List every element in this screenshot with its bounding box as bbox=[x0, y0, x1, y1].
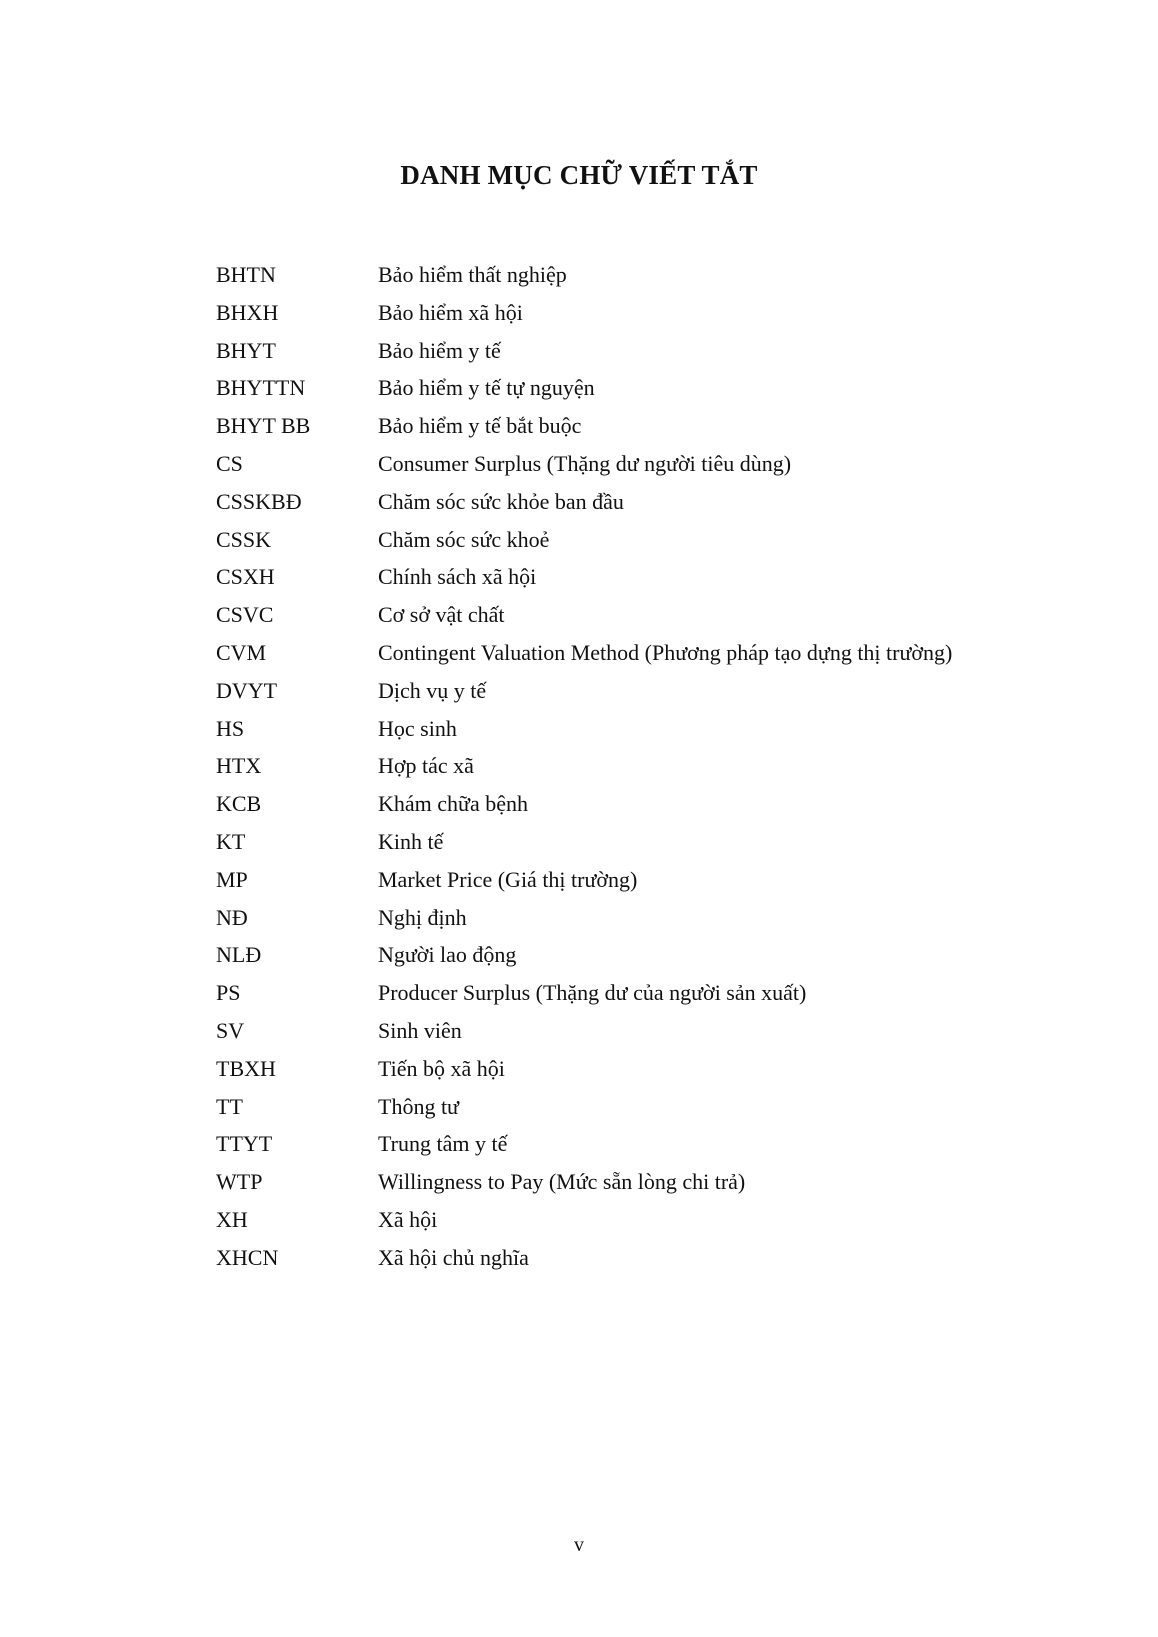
abbreviation-definition: Chăm sóc sức khỏe ban đầu bbox=[378, 488, 624, 514]
abbreviation-term: WTP bbox=[216, 1169, 263, 1195]
abbreviation-definition: Dịch vụ y tế bbox=[378, 677, 487, 703]
abbreviation-term: NĐ bbox=[216, 904, 248, 930]
abbreviation-definition: Bảo hiểm y tế tự nguyện bbox=[378, 375, 595, 401]
list-item bbox=[216, 1094, 952, 1132]
list-item bbox=[216, 262, 952, 300]
list-item bbox=[216, 300, 952, 338]
abbreviation-definition: Người lao động bbox=[378, 942, 517, 968]
abbreviation-definition: Kinh tế bbox=[378, 828, 444, 854]
page-title: DANH MỤC CHỮ VIẾT TẮT bbox=[400, 160, 758, 190]
abbreviation-term: TT bbox=[216, 1093, 243, 1119]
abbreviation-term: BHTN bbox=[216, 262, 276, 287]
abbreviation-term: CSSKBĐ bbox=[216, 488, 302, 514]
list-item bbox=[216, 905, 952, 943]
abbreviation-term: CSVC bbox=[216, 602, 274, 628]
abbreviation-term: BHYTTN bbox=[216, 375, 306, 401]
list-item bbox=[216, 1056, 952, 1094]
abbreviation-definition: Khám chữa bệnh bbox=[378, 791, 528, 817]
list-item bbox=[216, 678, 952, 716]
abbreviation-definition: Thông tư bbox=[378, 1093, 459, 1119]
abbreviation-list bbox=[216, 262, 952, 1283]
page-number: v bbox=[574, 1534, 584, 1556]
list-item bbox=[216, 1245, 952, 1283]
abbreviation-term: BHYT bbox=[216, 337, 276, 363]
abbreviation-definition: Consumer Surplus (Thặng dư người tiêu dùng) bbox=[378, 450, 792, 476]
abbreviation-term: TBXH bbox=[216, 1055, 276, 1081]
abbreviation-definition: Chính sách xã hội bbox=[378, 564, 537, 590]
abbreviation-definition: Trung tâm y tế bbox=[378, 1131, 508, 1157]
abbreviation-term: MP bbox=[216, 866, 248, 892]
list-item bbox=[216, 564, 952, 602]
abbreviation-term: SV bbox=[216, 1017, 245, 1043]
abbreviation-definition: Sinh viên bbox=[378, 1017, 462, 1043]
list-item bbox=[216, 1207, 952, 1245]
list-item bbox=[216, 791, 952, 829]
list-item bbox=[216, 716, 952, 754]
list-item bbox=[216, 753, 952, 791]
abbreviation-term: XHCN bbox=[216, 1244, 279, 1270]
abbreviation-definition: Xã hội bbox=[378, 1206, 438, 1232]
abbreviation-term: DVYT bbox=[216, 677, 278, 703]
abbreviation-definition: Xã hội chủ nghĩa bbox=[378, 1244, 529, 1270]
list-item bbox=[216, 413, 952, 451]
abbreviation-term: KT bbox=[216, 828, 246, 854]
abbreviation-term: BHXH bbox=[216, 299, 279, 325]
abbreviation-definition: Bảo hiểm xã hội bbox=[378, 299, 523, 325]
abbreviation-definition: Hợp tác xã bbox=[378, 753, 474, 779]
abbreviation-definition: Producer Surplus (Thặng dư của người sản xuất) bbox=[378, 980, 807, 1006]
abbreviation-term: HTX bbox=[216, 753, 262, 779]
abbreviation-definition: Tiến bộ xã hội bbox=[378, 1055, 505, 1081]
abbreviation-term: PS bbox=[216, 980, 241, 1006]
abbreviation-term: HS bbox=[216, 715, 245, 741]
abbreviation-term: CVM bbox=[216, 639, 267, 665]
abbreviation-definition: Willingness to Pay (Mức sẵn lòng chi trả) bbox=[378, 1169, 746, 1195]
abbreviation-term: CSSK bbox=[216, 526, 272, 552]
list-item bbox=[216, 829, 952, 867]
list-item bbox=[216, 602, 952, 640]
list-item bbox=[216, 489, 952, 527]
list-item bbox=[216, 640, 952, 678]
abbreviation-definition: Chăm sóc sức khoẻ bbox=[378, 526, 550, 552]
abbreviation-definition: Học sinh bbox=[378, 715, 457, 741]
abbreviation-definition: Contingent Valuation Method (Phương pháp tạo dựng thị trường) bbox=[378, 639, 953, 665]
list-item bbox=[216, 867, 952, 905]
list-item bbox=[216, 451, 952, 489]
list-item bbox=[216, 527, 952, 565]
list-item bbox=[216, 980, 952, 1018]
abbreviation-term: KCB bbox=[216, 791, 262, 817]
abbreviation-definition: Bảo hiểm thất nghiệp bbox=[378, 262, 567, 287]
abbreviation-definition: Cơ sở vật chất bbox=[378, 602, 505, 628]
list-item bbox=[216, 942, 952, 980]
list-item bbox=[216, 375, 952, 413]
list-item bbox=[216, 338, 952, 376]
list-item bbox=[216, 1131, 952, 1169]
list-item bbox=[216, 1018, 952, 1056]
abbreviation-definition: Bảo hiểm y tế bắt buộc bbox=[378, 413, 582, 439]
abbreviation-term: BHYT BB bbox=[216, 413, 311, 439]
abbreviation-definition: Bảo hiểm y tế bbox=[378, 337, 501, 363]
abbreviation-term: TTYT bbox=[216, 1131, 273, 1157]
abbreviation-term: XH bbox=[216, 1206, 248, 1232]
abbreviation-definition: Market Price (Giá thị trường) bbox=[378, 866, 638, 892]
abbreviation-term: NLĐ bbox=[216, 942, 262, 968]
abbreviation-term: CS bbox=[216, 450, 243, 476]
list-item bbox=[216, 1169, 952, 1207]
abbreviation-term: CSXH bbox=[216, 564, 275, 590]
abbreviation-definition: Nghị định bbox=[378, 904, 467, 930]
